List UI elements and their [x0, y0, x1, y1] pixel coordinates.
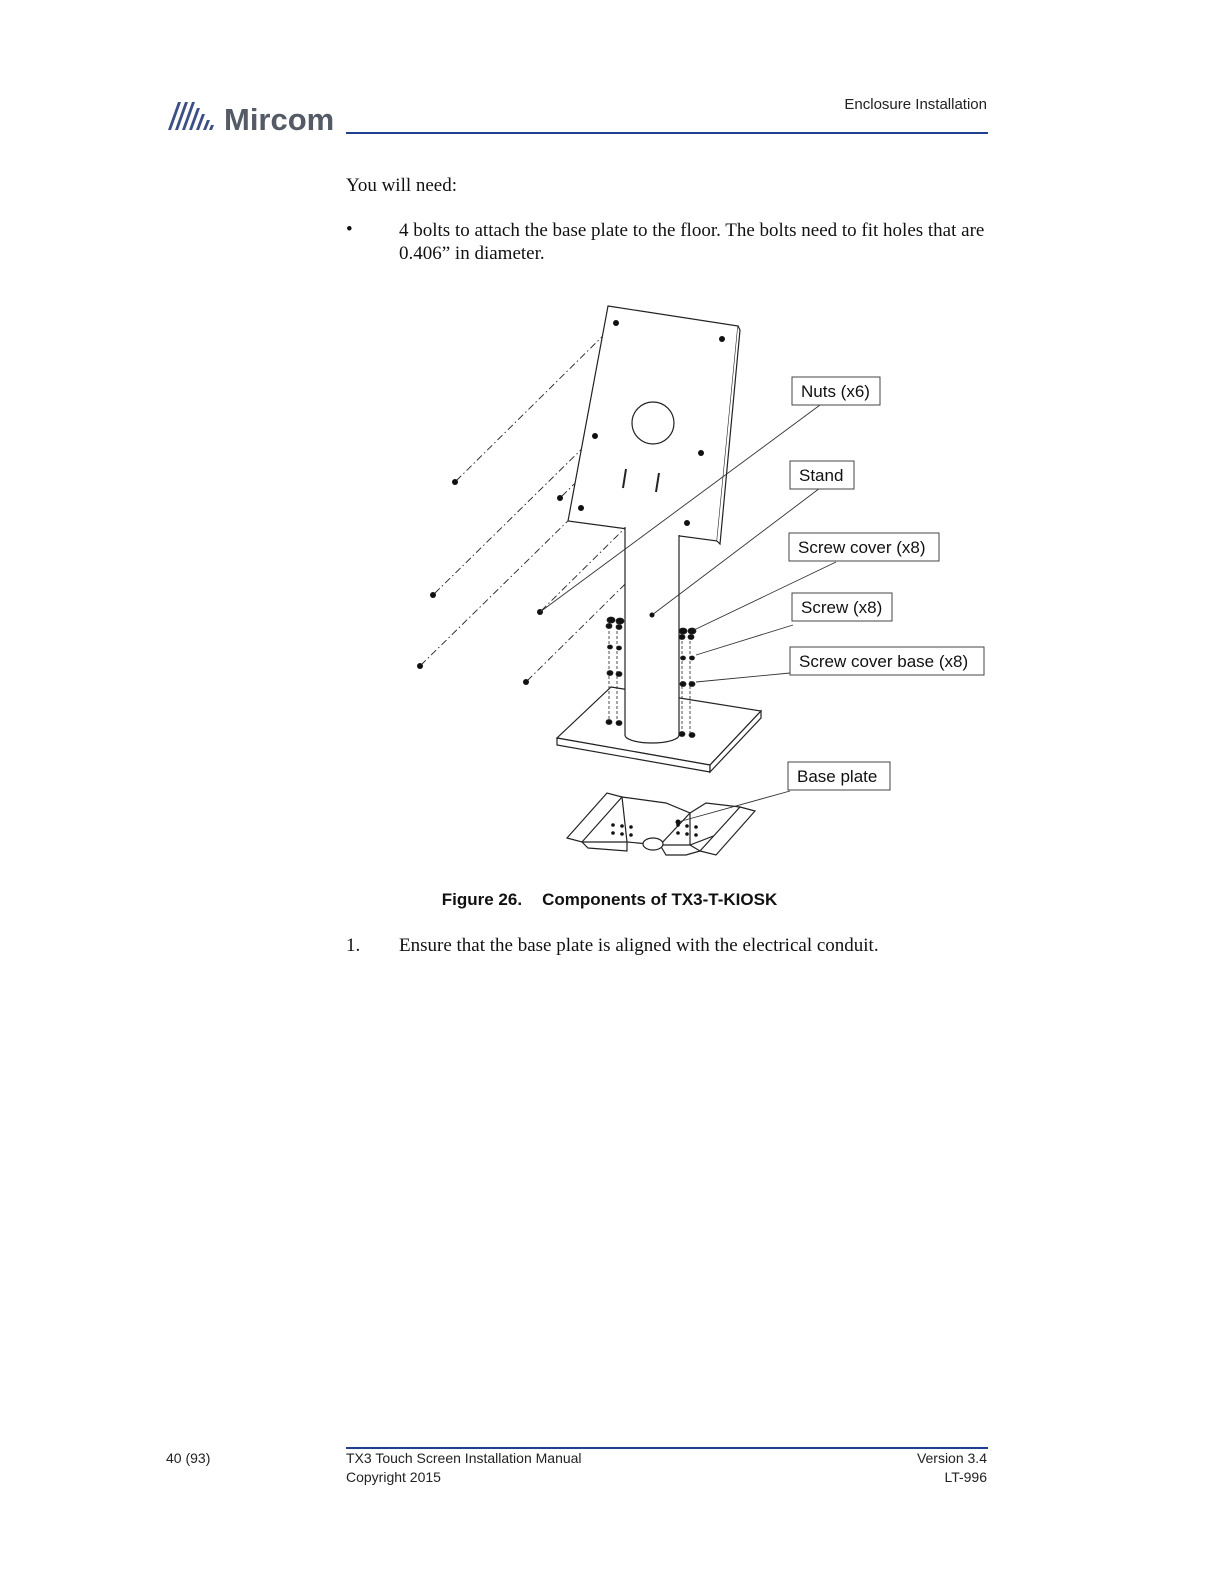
version: Version 3.4: [916, 1450, 987, 1466]
figure-caption: [0, 890, 1219, 910]
bullet-text: 4 bolts to attach the base plate to the floor. The bolts need to fit holes that are 0.406” in diameter.: [399, 220, 985, 264]
kiosk-exploded-diagram: [400, 295, 1000, 875]
callout-base-plate: [788, 762, 890, 790]
mircom-logo: [166, 100, 351, 138]
doc-code: LT-996: [944, 1469, 987, 1485]
manual-title: TX3 Touch Screen Installation Manual: [346, 1450, 582, 1466]
intro-text: You will need:: [346, 175, 458, 196]
page-number: 40 (93): [166, 1450, 211, 1466]
callout-screw: [792, 593, 892, 621]
logo-stripes-icon: [168, 102, 214, 130]
copyright: Copyright 2015: [346, 1469, 441, 1485]
callout-screw-cover-label: Screw cover (x8): [798, 538, 926, 557]
base-plate-channel: [567, 793, 755, 855]
callout-base-plate-label: Base plate: [797, 767, 878, 786]
callout-screw-cover-base-label: Screw cover base (x8): [799, 652, 969, 671]
callout-screw-cover: [789, 533, 939, 561]
callout-nuts-label: Nuts (x6): [801, 382, 870, 401]
bullet-marker: •: [346, 219, 353, 240]
footer-center: [346, 1449, 582, 1487]
step-text: Ensure that the base plate is aligned with the electrical conduit.: [399, 935, 879, 956]
footer-right: [917, 1449, 987, 1487]
callout-nuts: [792, 377, 880, 405]
step-number: 1.: [346, 935, 361, 956]
callout-screw-cover-base: [790, 647, 984, 675]
loose-nuts: [417, 479, 563, 685]
callout-stand: [790, 461, 854, 489]
section-title: Enclosure Installation: [844, 96, 987, 113]
caption-number: Figure 26.: [441, 890, 523, 909]
stand-column: [625, 527, 679, 743]
callout-screw-label: Screw (x8): [801, 598, 883, 617]
caption-title: Components of TX3-T-KIOSK: [542, 890, 778, 909]
mounting-plate: [568, 306, 740, 544]
logo-text: Mircom: [224, 102, 335, 137]
header-rule: [346, 132, 988, 134]
callout-stand-label: Stand: [799, 466, 844, 485]
